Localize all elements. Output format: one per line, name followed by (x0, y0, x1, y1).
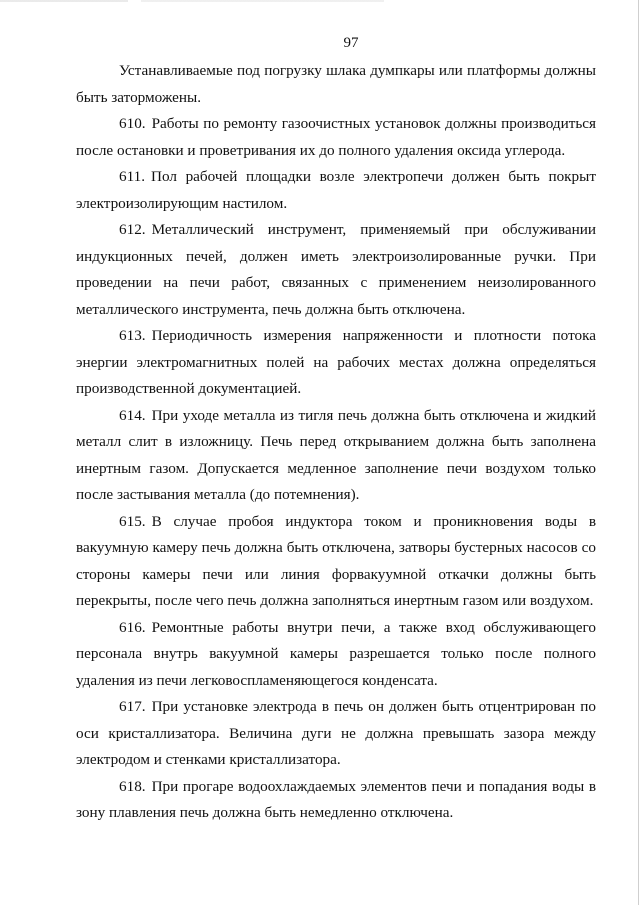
paragraph-number: 616. (119, 618, 146, 636)
page-number: 97 (343, 35, 359, 51)
paragraph-number: 612. (119, 221, 146, 238)
paragraph-number: 617. (119, 698, 146, 715)
paragraph-text: Работы по ремонту газоочистных установок должны производиться после остановки и проветривания их до полного удаления оксида углерода. (76, 115, 596, 159)
paragraph-text: При уходе металла из тигля печь должна быть отключена и жидкий металл слит в изложницу. Печь перед открыванием должна быть заполнена инертным газом. Допускается медленное заполнение печи воздухом только после застывания металла (до потемнения). (76, 406, 596, 503)
paragraph-616 (76, 615, 596, 695)
paragraph-text: Ремонтные работы внутри печи, а также вход обслуживающего персонала внутрь вакуумной камеры разрешается только после полного удаления из печи легковоспламеняющегося конденсата. (76, 618, 596, 689)
paragraph-617 (76, 694, 596, 774)
paragraph-615 (76, 509, 596, 615)
paragraph-text: В случае пробоя индуктора током и проникновения воды в вакуумную камеру печь должна быть отключена, затворы бустерных насосов со стороны камеры печи или линия форвакуумной откачки должны быть перекрыты, после чего печь должна заполняться инертным газом или воздухом. (76, 512, 596, 609)
paragraph-number: 618. (119, 777, 146, 795)
paragraph-613 (76, 323, 596, 403)
paragraph-number: 615. (119, 512, 146, 530)
paragraph-text: Металлический инструмент, применяемый при обслуживании индукционных печей, должен иметь электроизолированные ручки. При проведении на печи работ, связанных с применением неизолированного металлического инструмента, печь должна быть отключена. (76, 221, 596, 318)
paragraph-618 (76, 774, 596, 827)
paragraph-text: При прогаре водоохлаждаемых элементов печи и попадания воды в зону плавления печь должна быть немедленно отключена. (76, 777, 596, 821)
paragraph-number: 610. (119, 115, 146, 132)
paragraph-text: Устанавливаемые под погрузку шлака думпкары или платформы должны быть заторможены. (76, 62, 596, 106)
paragraph-continuation (76, 58, 596, 111)
paragraph-612 (76, 217, 596, 323)
paragraph-text: При установке электрода в печь он должен быть отцентрирован по оси кристаллизатора. Величина дуги не должна превышать зазора между электродом и стенками кристаллизатора. (76, 698, 596, 768)
paragraph-text: Пол рабочей площадки возле электропечи должен быть покрыт электроизолирующим настилом. (76, 168, 596, 212)
paragraph-number: 614. (119, 406, 146, 424)
paragraph-text: Периодичность измерения напряженности и плотности потока энергии электромагнитных полей на рабочих местах должна определяться производственной документацией. (76, 327, 596, 397)
paragraph-610 (76, 111, 596, 164)
paragraph-number: 613. (119, 327, 146, 344)
paragraph-number: 611. (119, 168, 146, 185)
paragraph-614 (76, 403, 596, 509)
paragraph-611 (76, 164, 596, 217)
